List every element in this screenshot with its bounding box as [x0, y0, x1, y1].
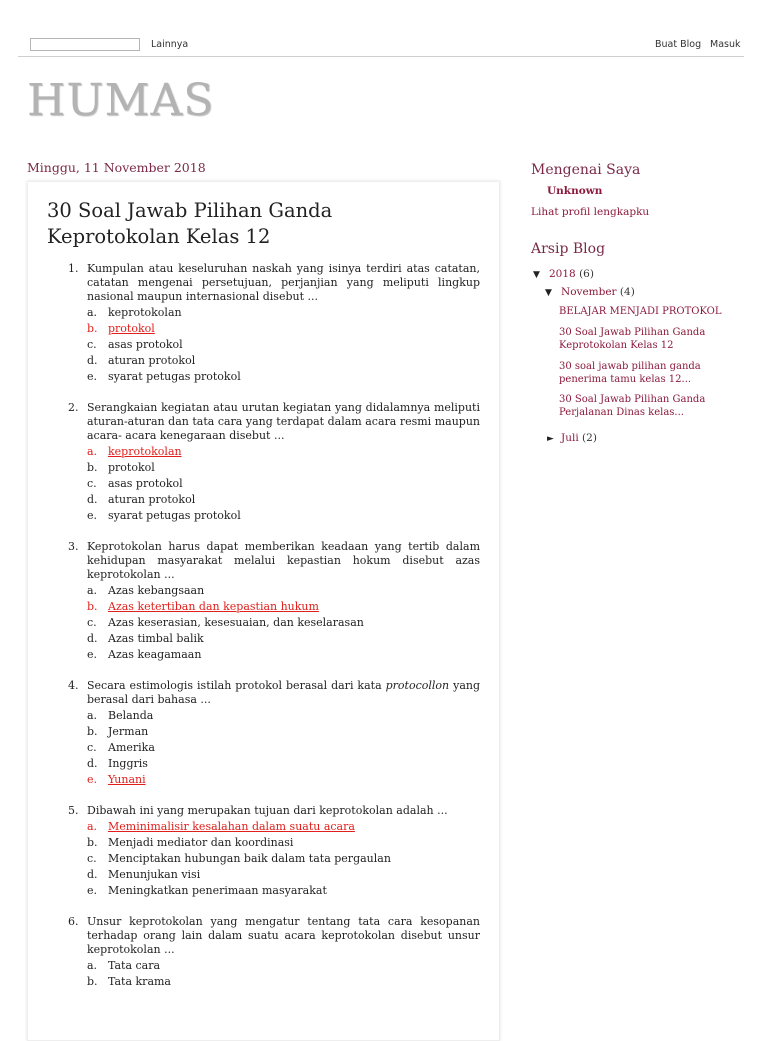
archive-month-label[interactable]: November	[561, 286, 617, 298]
option-item	[47, 337, 480, 353]
option-text: Menciptakan hubungan baik dalam tata pergaulan	[108, 852, 391, 865]
archive-month-count: (2)	[582, 432, 597, 444]
question-text	[87, 679, 480, 707]
option-letter: d.	[87, 493, 98, 506]
option-item-answer	[47, 599, 480, 615]
question-number: 6.	[68, 915, 79, 928]
archive-month-count: (4)	[619, 286, 635, 298]
option-letter: a.	[87, 584, 98, 597]
option-item	[47, 508, 480, 524]
question-text-italic: protocollon	[385, 679, 450, 692]
option-letter: c.	[87, 338, 97, 351]
question-number: 5.	[68, 804, 79, 817]
option-letter: a.	[87, 445, 98, 458]
navbar	[0, 0, 768, 57]
question-text: Keprotokolan harus dapat memberikan keadaan yang tertib dalam kehidupan masyarakat melalui kepastian hokum disebut azas keprotokolan ...	[87, 540, 480, 581]
option-item	[47, 756, 480, 772]
option-text-answer: Yunani	[108, 773, 146, 786]
question-number: 2.	[68, 401, 79, 414]
option-item	[47, 615, 480, 631]
option-list	[47, 819, 480, 899]
option-item	[47, 305, 480, 321]
option-text: Azas timbal balik	[108, 632, 204, 645]
option-letter: d.	[87, 868, 98, 881]
option-list	[47, 305, 480, 385]
option-text: aturan protokol	[108, 354, 196, 367]
option-item	[47, 724, 480, 740]
option-letter: e.	[87, 773, 98, 786]
more-link[interactable]: Lainnya	[151, 39, 189, 50]
archive-month-november[interactable]	[561, 286, 635, 298]
question-text: Dibawah ini yang merupakan tujuan dari keprotokolan adalah ...	[87, 804, 448, 817]
navbar-divider	[18, 56, 744, 57]
question-text: Unsur keprotokolan yang mengatur tentang tata cara kesopanan terhadap orang lain dalam suatu acara keprotokolan disebut unsur keprotokolan ...	[87, 915, 480, 956]
option-text: protokol	[108, 461, 155, 474]
archive-month-label[interactable]: Juli	[561, 432, 579, 444]
option-item	[47, 974, 480, 990]
archive-year-2018[interactable]	[549, 268, 594, 280]
question-text: Kumpulan atau keseluruhan naskah yang isinya terdiri atas catatan, catatan mengenai persetujuan, perjanjian yang meliputi lingkup nasional maupun internasional disebut ...	[87, 262, 480, 303]
option-text: Menjadi mediator dan koordinasi	[108, 836, 294, 849]
option-letter: a.	[87, 709, 98, 722]
option-item	[47, 867, 480, 883]
option-text-answer: Azas ketertiban dan kepastian hukum	[108, 600, 319, 613]
option-item	[47, 835, 480, 851]
option-letter: b.	[87, 975, 98, 988]
question-number: 4.	[68, 679, 79, 692]
option-letter: d.	[87, 757, 98, 770]
option-text: asas protokol	[108, 477, 183, 490]
option-letter: b.	[87, 600, 98, 613]
archive-year-count: (6)	[579, 268, 594, 280]
option-item	[47, 460, 480, 476]
question-item	[47, 804, 480, 899]
month-toggle-icon[interactable]: ▼	[545, 288, 552, 298]
option-item	[47, 708, 480, 724]
option-text: Azas keagamaan	[108, 648, 202, 661]
option-list	[47, 583, 480, 663]
option-item	[47, 958, 480, 974]
create-blog-link[interactable]: Buat Blog	[655, 39, 702, 50]
option-text: syarat petugas protokol	[108, 509, 241, 522]
option-text: aturan protokol	[108, 493, 196, 506]
option-item	[47, 353, 480, 369]
archive-post-link[interactable]: BELAJAR MENJADI PROTOKOL	[559, 306, 722, 317]
question-list	[47, 262, 480, 1006]
option-letter: e.	[87, 509, 98, 522]
option-letter: d.	[87, 354, 98, 367]
option-text: Inggris	[108, 757, 148, 770]
post-date: Minggu, 11 November 2018	[27, 160, 206, 175]
option-letter: a.	[87, 306, 98, 319]
option-text: syarat petugas protokol	[108, 370, 241, 383]
option-text-answer: Meminimalisir kesalahan dalam suatu acara	[108, 820, 355, 833]
option-letter: d.	[87, 632, 98, 645]
option-list	[47, 708, 480, 788]
signin-link[interactable]: Masuk	[710, 39, 741, 50]
option-item	[47, 647, 480, 663]
option-item	[47, 492, 480, 508]
month-expand-icon[interactable]: ►	[547, 434, 554, 444]
option-item-answer	[47, 321, 480, 337]
option-item-answer	[47, 772, 480, 788]
option-letter: a.	[87, 820, 98, 833]
question-item	[47, 401, 480, 524]
option-item	[47, 883, 480, 899]
option-letter: b.	[87, 725, 98, 738]
option-item	[47, 851, 480, 867]
archive-post-link[interactable]: 30 soal jawab pilihan ganda penerima tamu kelas 12...	[559, 361, 701, 385]
option-letter: a.	[87, 959, 98, 972]
archive-post-link[interactable]: 30 Soal Jawab Pilihan Ganda Keprotokolan Kelas 12	[559, 327, 706, 351]
option-letter: b.	[87, 322, 98, 335]
option-text: Meningkatkan penerimaan masyarakat	[108, 884, 327, 897]
option-letter: c.	[87, 852, 97, 865]
option-list	[47, 444, 480, 524]
question-item	[47, 915, 480, 990]
question-number: 3.	[68, 540, 79, 553]
option-text: Azas keserasian, kesesuaian, dan keselarasan	[108, 616, 364, 629]
option-text: asas protokol	[108, 338, 183, 351]
option-text: Menunjukan visi	[108, 868, 201, 881]
option-item	[47, 476, 480, 492]
option-item	[47, 583, 480, 599]
profile-name-link[interactable]: Unknown	[547, 185, 603, 197]
option-list	[47, 958, 480, 990]
archive-year-label[interactable]: 2018	[549, 268, 576, 280]
option-letter: c.	[87, 477, 97, 490]
option-item-answer	[47, 819, 480, 835]
option-text-answer: keprotokolan	[108, 445, 182, 458]
question-number: 1.	[68, 262, 79, 275]
option-text: Belanda	[108, 709, 154, 722]
navbar-search-input[interactable]	[30, 38, 140, 51]
option-letter: c.	[87, 616, 97, 629]
option-text-answer: protokol	[108, 322, 155, 335]
option-text: Amerika	[108, 741, 155, 754]
option-letter: e.	[87, 648, 98, 661]
option-item-answer	[47, 444, 480, 460]
year-toggle-icon[interactable]: ▼	[533, 270, 540, 280]
option-text: Tata krama	[108, 975, 171, 988]
option-text: Azas kebangsaan	[108, 584, 205, 597]
archive-widget-title: Arsip Blog	[531, 241, 606, 257]
option-text: Tata cara	[108, 959, 161, 972]
option-letter: b.	[87, 836, 98, 849]
option-letter: b.	[87, 461, 98, 474]
question-text-part: Secara estimologis istilah protokol berasal dari kata	[87, 679, 386, 692]
view-profile-link[interactable]: Lihat profil lengkapku	[531, 206, 650, 218]
option-item	[47, 740, 480, 756]
option-text: keprotokolan	[108, 306, 182, 319]
question-text-part: yang berasal dari bahasa ...	[87, 679, 481, 706]
blog-title[interactable]: HUMAS	[27, 75, 215, 126]
question-item	[47, 262, 480, 385]
option-letter: e.	[87, 884, 98, 897]
option-item	[47, 631, 480, 647]
question-item	[47, 540, 480, 663]
archive-month-juli[interactable]	[561, 432, 597, 444]
option-text: Jerman	[108, 725, 149, 738]
question-text: Serangkaian kegiatan atau urutan kegiatan yang didalamnya meliputi aturan-aturan dan tata cara yang terdapat dalam acara resmi maupun acara- acara kenegaraan disebut ...	[87, 401, 480, 442]
option-letter: e.	[87, 370, 98, 383]
question-item	[47, 679, 480, 788]
archive-post-link[interactable]: 30 Soal Jawab Pilihan Ganda Perjalanan Dinas kelas...	[559, 394, 706, 418]
option-item	[47, 369, 480, 385]
post-title[interactable]: 30 Soal Jawab Pilihan Ganda Keprotokolan Kelas 12	[47, 199, 333, 248]
about-widget-title: Mengenai Saya	[531, 162, 641, 178]
option-letter: c.	[87, 741, 97, 754]
